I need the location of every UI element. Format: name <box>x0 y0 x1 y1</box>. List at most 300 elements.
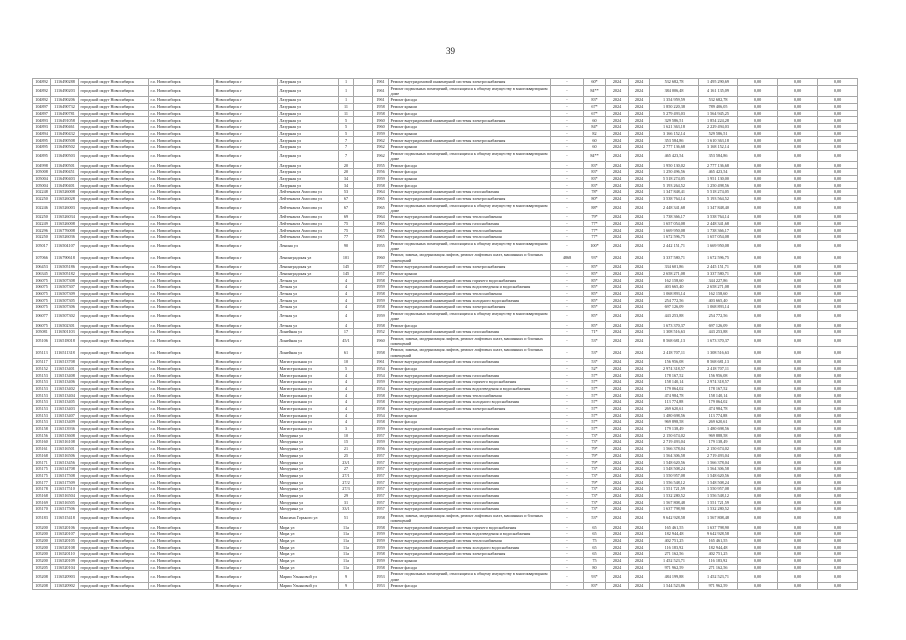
wear-percent-cell: 71* <box>584 329 606 336</box>
amount-1-cell: 0,00 <box>738 103 778 110</box>
amount-1-cell: 0,00 <box>738 335 778 347</box>
cost-estimate-cell: 3 538 764,14 <box>650 195 699 202</box>
row-id-cell: 105153 <box>33 405 51 412</box>
municipality-cell: г.о. Новосибирск <box>149 137 214 144</box>
year-start-cell: 2024 <box>606 85 629 97</box>
table-row <box>33 103 858 110</box>
wear-percent-cell: 73* <box>584 486 606 493</box>
amount-3-cell: 0,00 <box>818 214 858 221</box>
house-number-cell: 4 <box>339 372 354 379</box>
object-code-cell: 1116520107 <box>51 531 79 538</box>
city-cell: Новосибирск г <box>214 531 278 538</box>
cost-previous-cell: 403 665,40 <box>699 297 738 304</box>
extra-code-cell: - <box>551 284 584 291</box>
work-type-cell: Ремонт крыши <box>389 270 551 277</box>
amount-2-cell: 0,00 <box>778 379 818 386</box>
municipality-cell: г.о. Новосибирск <box>149 284 214 291</box>
cost-estimate-cell: 1 567 808,48 <box>650 499 699 506</box>
building-number-cell <box>354 182 373 189</box>
building-number-cell <box>354 564 373 571</box>
cost-estimate-cell: 5 518 274,05 <box>650 175 699 182</box>
cost-previous-cell: 2 229 494,03 <box>699 124 738 131</box>
work-type-cell: Ремонт внутридомовой инженерной системы электроснабжения <box>389 79 551 86</box>
wear-percent-cell: 73* <box>584 506 606 513</box>
extra-code-cell: - <box>551 270 584 277</box>
work-type-cell: Ремонт фасада <box>389 419 551 426</box>
municipality-cell: г.о. Новосибирск <box>149 445 214 452</box>
amount-1-cell: 0,00 <box>738 310 778 322</box>
district-cell: городской округ Новосибирск <box>79 372 149 379</box>
amount-1-cell: 0,00 <box>738 512 778 524</box>
year-start-cell: 2024 <box>606 379 629 386</box>
extra-code-cell: - <box>551 571 584 583</box>
wear-percent-cell: 79* <box>584 479 606 486</box>
build-year-cell: 1954 <box>373 372 389 379</box>
cost-estimate-cell: 1 669 950,08 <box>650 227 699 234</box>
wear-percent-cell: 83* <box>584 169 606 176</box>
street-cell: Мичурина ул <box>278 432 339 439</box>
building-number-cell <box>354 240 373 252</box>
house-number-cell: 5 <box>339 365 354 372</box>
amount-1-cell: 0,00 <box>738 234 778 241</box>
amount-1-cell: 0,00 <box>738 214 778 221</box>
table-row <box>33 425 858 432</box>
table-row <box>33 359 858 366</box>
year-end-cell: 2024 <box>629 234 650 241</box>
house-number-cell: 10 <box>339 359 354 366</box>
amount-3-cell: 0,00 <box>818 220 858 227</box>
street-cell: Ленинградская ул <box>278 264 339 271</box>
street-cell: Летная ул <box>278 310 339 322</box>
build-year-cell: 1956 <box>373 169 389 176</box>
build-year-cell: 1958 <box>373 322 389 329</box>
building-number-cell <box>354 322 373 329</box>
year-start-cell: 2024 <box>606 385 629 392</box>
amount-1-cell: 0,00 <box>738 492 778 499</box>
district-cell: городской округ Новосибирск <box>79 175 149 182</box>
amount-1-cell: 0,00 <box>738 445 778 452</box>
street-cell: Мира ул <box>278 557 339 564</box>
wear-percent-cell: 73* <box>584 472 606 479</box>
amount-3-cell: 0,00 <box>818 227 858 234</box>
amount-3-cell: 0,00 <box>818 405 858 412</box>
build-year-cell: 1959 <box>373 175 389 182</box>
build-year-cell: 1962 <box>373 137 389 144</box>
table-row <box>33 150 858 162</box>
cost-previous-cell: 5 518 274,05 <box>699 189 738 196</box>
build-year-cell: 1958 <box>373 399 389 406</box>
year-start-cell: 2024 <box>606 182 629 189</box>
object-code-cell: 1116513404 <box>51 392 79 399</box>
building-number-cell <box>354 372 373 379</box>
cost-estimate-cell: 178 167,52 <box>650 372 699 379</box>
city-cell: Новосибирск г <box>214 359 278 366</box>
house-number-cell: 1 <box>339 79 354 86</box>
cost-estimate-cell: 1 548 620,56 <box>650 459 699 466</box>
district-cell: городской округ Новосибирск <box>79 79 149 86</box>
year-start-cell: 2024 <box>606 130 629 137</box>
cost-estimate-cell: 532 682,78 <box>650 79 699 86</box>
year-end-cell: 2024 <box>629 347 650 359</box>
house-number-cell: 11а <box>339 537 354 544</box>
amount-2-cell: 0,00 <box>778 419 818 426</box>
year-start-cell: 2024 <box>606 486 629 493</box>
row-id-cell: 104894 <box>33 130 51 137</box>
work-type-cell: Ремонт внутридомовой инженерной системы электроснабжения <box>389 117 551 124</box>
amount-2-cell: 0,00 <box>778 347 818 359</box>
amount-2-cell: 0,00 <box>778 445 818 452</box>
table-row <box>33 506 858 513</box>
cost-previous-cell: 1 347 848,40 <box>699 202 738 214</box>
cost-estimate-cell: 1 556 548,12 <box>650 479 699 486</box>
municipality-cell: г.о. Новосибирск <box>149 234 214 241</box>
cost-estimate-cell: 116 183,92 <box>650 544 699 551</box>
house-number-cell: 4 <box>339 392 354 399</box>
street-cell: Лейтенанта Амосова ул <box>278 227 339 234</box>
amount-3-cell: 0,00 <box>818 551 858 558</box>
table-row <box>33 214 858 221</box>
extra-code-cell: - <box>551 110 584 117</box>
table-row <box>33 419 858 426</box>
work-type-cell: Ремонт фасада <box>389 162 551 169</box>
district-cell: городской округ Новосибирск <box>79 284 149 291</box>
district-cell: городской округ Новосибирск <box>79 150 149 162</box>
amount-1-cell: 0,00 <box>738 189 778 196</box>
work-type-cell: Ремонт подвальных помещений, относящихся к общему имуществу в многоквартирном доме <box>389 571 551 583</box>
work-type-cell: Ремонт внутридомовой инженерной системы газоснабжения <box>389 329 551 336</box>
amount-2-cell: 0,00 <box>778 227 818 234</box>
build-year-cell: 1958 <box>373 182 389 189</box>
object-code-cell: 1116490451 <box>51 169 79 176</box>
build-year-cell: 1958 <box>373 290 389 297</box>
building-number-cell <box>354 479 373 486</box>
street-cell: Ленинградская ул <box>278 252 339 264</box>
municipality-cell: г.о. Новосибирск <box>149 479 214 486</box>
wear-percent-cell: 73* <box>584 432 606 439</box>
municipality-cell: г.о. Новосибирск <box>149 365 214 372</box>
object-code-cell: 1116520902 <box>51 582 79 589</box>
amount-2-cell: 0,00 <box>778 412 818 419</box>
city-cell: Новосибирск г <box>214 466 278 473</box>
building-number-cell <box>354 234 373 241</box>
cost-previous-cell: 2 719 493,04 <box>699 452 738 459</box>
house-number-cell: 11а <box>339 557 354 564</box>
district-cell: городской округ Новосибирск <box>79 214 149 221</box>
cost-estimate-cell: 1 354 959,59 <box>650 97 699 104</box>
municipality-cell: г.о. Новосибирск <box>149 322 214 329</box>
build-year-cell: 1958 <box>373 110 389 117</box>
district-cell: городской округ Новосибирск <box>79 524 149 531</box>
table-row <box>33 79 858 86</box>
city-cell: Новосибирск г <box>214 175 278 182</box>
building-number-cell <box>354 227 373 234</box>
work-type-cell: Ремонт внутридомовой инженерной системы газоснабжения <box>389 189 551 196</box>
amount-1-cell: 0,00 <box>738 329 778 336</box>
wear-percent-cell: 93* <box>584 571 606 583</box>
cost-previous-cell: 1 068 893,14 <box>699 304 738 311</box>
city-cell: Новосибирск г <box>214 385 278 392</box>
build-year-cell: 1956 <box>373 445 389 452</box>
wear-percent-cell: 85* <box>584 310 606 322</box>
year-end-cell: 2024 <box>629 466 650 473</box>
wear-percent-cell: 85* <box>584 277 606 284</box>
build-year-cell: 1957 <box>373 479 389 486</box>
cost-estimate-cell: 1 637 798,90 <box>650 506 699 513</box>
amount-2-cell: 0,00 <box>778 335 818 347</box>
municipality-cell: г.о. Новосибирск <box>149 506 214 513</box>
street-cell: Мичурина ул <box>278 499 339 506</box>
row-id-cell: 102250 <box>33 195 51 202</box>
street-cell: Магистральная ул <box>278 405 339 412</box>
table-row <box>33 124 858 131</box>
year-start-cell: 2024 <box>606 195 629 202</box>
work-type-cell: Ремонт внутридомовой инженерной системы электроснабжения <box>389 195 551 202</box>
build-year-cell: 1959 <box>373 284 389 291</box>
year-end-cell: 2024 <box>629 195 650 202</box>
row-id-cell: 104895 <box>33 137 51 144</box>
object-code-cell: 1116490403 <box>51 175 79 182</box>
cost-previous-cell: 2 418 707,11 <box>699 365 738 372</box>
extra-code-cell: - <box>551 162 584 169</box>
extra-code-cell: - <box>551 524 584 531</box>
extra-code-cell: - <box>551 531 584 538</box>
row-id-cell: 106075 <box>33 290 51 297</box>
wear-percent-cell: 65 <box>584 544 606 551</box>
municipality-cell: г.о. Новосибирск <box>149 310 214 322</box>
municipality-cell: г.о. Новосибирск <box>149 252 214 264</box>
work-type-cell: Ремонт подвальных помещений, относящихся к общему имуществу в многоквартирном доме <box>389 202 551 214</box>
house-number-cell: 69 <box>339 214 354 221</box>
building-number-cell <box>354 524 373 531</box>
amount-1-cell: 0,00 <box>738 466 778 473</box>
year-start-cell: 2024 <box>606 492 629 499</box>
district-cell: городской округ Новосибирск <box>79 466 149 473</box>
municipality-cell: г.о. Новосибирск <box>149 544 214 551</box>
object-code-cell: 1116513402 <box>51 385 79 392</box>
object-code-cell: 1116513456 <box>51 459 79 466</box>
building-number-cell <box>354 347 373 359</box>
year-end-cell: 2024 <box>629 432 650 439</box>
row-id-cell: 105177 <box>33 479 51 486</box>
house-number-cell: 5 <box>339 124 354 131</box>
building-number-cell <box>354 459 373 466</box>
table-row <box>33 277 858 284</box>
year-end-cell: 2024 <box>629 329 650 336</box>
year-start-cell: 2024 <box>606 202 629 214</box>
house-number-cell: 17 <box>339 329 354 336</box>
object-code-cell: 1116507306 <box>51 304 79 311</box>
build-year-cell: 1958 <box>373 405 389 412</box>
year-end-cell: 2024 <box>629 537 650 544</box>
street-cell: Мичурина ул <box>278 452 339 459</box>
house-number-cell: 34 <box>339 182 354 189</box>
amount-1-cell: 0,00 <box>738 195 778 202</box>
row-id-cell: 105183 <box>33 512 51 524</box>
object-code-cell: 1116513936 <box>51 425 79 432</box>
cost-estimate-cell: 1 564 306,58 <box>650 452 699 459</box>
work-type-cell: Ремонт крыши <box>389 144 551 151</box>
row-id-cell: 105153 <box>33 379 51 386</box>
street-cell: Лейтенанта Амосова ул <box>278 234 339 241</box>
amount-3-cell: 0,00 <box>818 439 858 446</box>
street-cell: Мичурина ул <box>278 479 339 486</box>
cost-previous-cell: 697 126,09 <box>699 322 738 329</box>
amount-2-cell: 0,00 <box>778 499 818 506</box>
build-year-cell: 1959 <box>373 537 389 544</box>
year-start-cell: 2024 <box>606 564 629 571</box>
amount-3-cell: 0,00 <box>818 130 858 137</box>
amount-3-cell: 0,00 <box>818 419 858 426</box>
cost-previous-cell: 1 610 363,18 <box>699 137 738 144</box>
house-number-cell: 5 <box>339 130 354 137</box>
district-cell: городской округ Новосибирск <box>79 439 149 446</box>
municipality-cell: г.о. Новосибирск <box>149 117 214 124</box>
amount-2-cell: 0,00 <box>778 459 818 466</box>
build-year-cell: 1957 <box>373 270 389 277</box>
amount-2-cell: 0,00 <box>778 150 818 162</box>
row-id-cell: 105168 <box>33 492 51 499</box>
table-row <box>33 445 858 452</box>
house-number-cell: 11 <box>339 110 354 117</box>
amount-1-cell: 0,00 <box>738 85 778 97</box>
amount-2-cell: 0,00 <box>778 284 818 291</box>
city-cell: Новосибирск г <box>214 557 278 564</box>
extra-code-cell: - <box>551 79 584 86</box>
house-number-cell: 53 <box>339 189 354 196</box>
object-code-cell: 1116507307 <box>51 284 79 291</box>
amount-1-cell: 0,00 <box>738 110 778 117</box>
extra-code-cell: - <box>551 130 584 137</box>
row-id-cell: 105171 <box>33 459 51 466</box>
build-year-cell: 1961 <box>373 97 389 104</box>
row-id-cell: 105175 <box>33 472 51 479</box>
year-start-cell: 2024 <box>606 459 629 466</box>
city-cell: Новосибирск г <box>214 162 278 169</box>
building-number-cell <box>354 169 373 176</box>
city-cell: Новосибирск г <box>214 117 278 124</box>
object-code-cell: 1116490502 <box>51 144 79 151</box>
street-cell: Мира ул <box>278 537 339 544</box>
cost-previous-cell: 1 672 596,75 <box>699 252 738 264</box>
year-end-cell: 2024 <box>629 284 650 291</box>
object-code-cell: 1116507309 <box>51 290 79 297</box>
extra-code-cell: - <box>551 103 584 110</box>
object-code-cell: 1116490501 <box>51 162 79 169</box>
wear-percent-cell: 57* <box>584 412 606 419</box>
year-start-cell: 2024 <box>606 284 629 291</box>
cost-estimate-cell: 1 672 596,75 <box>650 234 699 241</box>
table-row <box>33 399 858 406</box>
city-cell: Новосибирск г <box>214 220 278 227</box>
work-type-cell: Ремонт фасада <box>389 582 551 589</box>
year-start-cell: 2024 <box>606 466 629 473</box>
year-start-cell: 2024 <box>606 97 629 104</box>
work-type-cell: Ремонт внутридомовой инженерной системы газоснабжения <box>389 220 551 227</box>
cost-previous-cell: 1 452 523,71 <box>699 571 738 583</box>
cost-estimate-cell: 179 138,49 <box>650 425 699 432</box>
city-cell: Новосибирск г <box>214 379 278 386</box>
wear-percent-cell: 85* <box>584 297 606 304</box>
cost-estimate-cell: 1 738 366,17 <box>650 214 699 221</box>
house-number-cell: 75 <box>339 220 354 227</box>
year-start-cell: 2024 <box>606 506 629 513</box>
city-cell: Новосибирск г <box>214 506 278 513</box>
building-number-cell <box>354 557 373 564</box>
municipality-cell: г.о. Новосибирск <box>149 412 214 419</box>
object-code-cell: 1116526028 <box>51 195 79 202</box>
work-type-cell: Ремонт внутридомовой инженерной системы электроснабжения <box>389 137 551 144</box>
table-row <box>33 582 858 589</box>
amount-1-cell: 0,00 <box>738 150 778 162</box>
amount-3-cell: 0,00 <box>818 284 858 291</box>
house-number-cell: 51 <box>339 512 354 524</box>
extra-code-cell: - <box>551 304 584 311</box>
city-cell: Новосибирск г <box>214 472 278 479</box>
house-number-cell: 4 <box>339 405 354 412</box>
extra-code-cell: - <box>551 392 584 399</box>
city-cell: Новосибирск г <box>214 85 278 97</box>
amount-2-cell: 0,00 <box>778 524 818 531</box>
cost-estimate-cell: 1 548 508,24 <box>650 466 699 473</box>
year-start-cell: 2024 <box>606 290 629 297</box>
wear-percent-cell: 75 <box>584 557 606 564</box>
district-cell: городской округ Новосибирск <box>79 240 149 252</box>
year-end-cell: 2024 <box>629 169 650 176</box>
build-year-cell: 1961 <box>373 85 389 97</box>
house-number-cell: 9 <box>339 571 354 583</box>
street-cell: Лазурная ул <box>278 124 339 131</box>
street-cell: Лейтенанта Амосова ул <box>278 214 339 221</box>
district-cell: городской округ Новосибирск <box>79 571 149 583</box>
wear-percent-cell: 77* <box>584 227 606 234</box>
object-code-cell: 1116513405 <box>51 399 79 406</box>
row-id-cell: 102250 <box>33 214 51 221</box>
year-start-cell: 2024 <box>606 270 629 277</box>
municipality-cell: г.о. Новосибирск <box>149 97 214 104</box>
amount-3-cell: 0,00 <box>818 297 858 304</box>
year-start-cell: 2024 <box>606 214 629 221</box>
building-number-cell <box>354 419 373 426</box>
work-type-cell: Ремонт фасада <box>389 564 551 571</box>
amount-3-cell: 0,00 <box>818 445 858 452</box>
amount-2-cell: 0,00 <box>778 571 818 583</box>
work-type-cell: Ремонт внутридомовой инженерной системы теплоснабжения <box>389 290 551 297</box>
district-cell: городской округ Новосибирск <box>79 97 149 104</box>
cost-previous-cell: 182 944,48 <box>699 544 738 551</box>
amount-3-cell: 0,00 <box>818 162 858 169</box>
row-id-cell: 105153 <box>33 412 51 419</box>
work-type-cell: Ремонт подвальных помещений, относящихся к общему имуществу в многоквартирном доме <box>389 240 551 252</box>
street-cell: Магистральная ул <box>278 359 339 366</box>
amount-2-cell: 0,00 <box>778 85 818 97</box>
wear-percent-cell: 65 <box>584 551 606 558</box>
cost-estimate-cell: 2 150 674,02 <box>650 432 699 439</box>
amount-1-cell: 0,00 <box>738 264 778 271</box>
amount-3-cell: 0,00 <box>818 234 858 241</box>
extra-code-cell: - <box>551 466 584 473</box>
row-id-cell: 105178 <box>33 486 51 493</box>
cost-estimate-cell: 1 347 848,41 <box>650 189 699 196</box>
city-cell: Новосибирск г <box>214 195 278 202</box>
district-cell: городской округ Новосибирск <box>79 169 149 176</box>
work-type-cell: Ремонт внутридомовой инженерной системы теплоснабжения <box>389 214 551 221</box>
year-end-cell: 2024 <box>629 445 650 452</box>
amount-2-cell: 0,00 <box>778 564 818 571</box>
cost-estimate-cell: 2 418 707,11 <box>650 347 699 359</box>
city-cell: Новосибирск г <box>214 182 278 189</box>
building-number-cell <box>354 472 373 479</box>
amount-1-cell: 0,00 <box>738 117 778 124</box>
